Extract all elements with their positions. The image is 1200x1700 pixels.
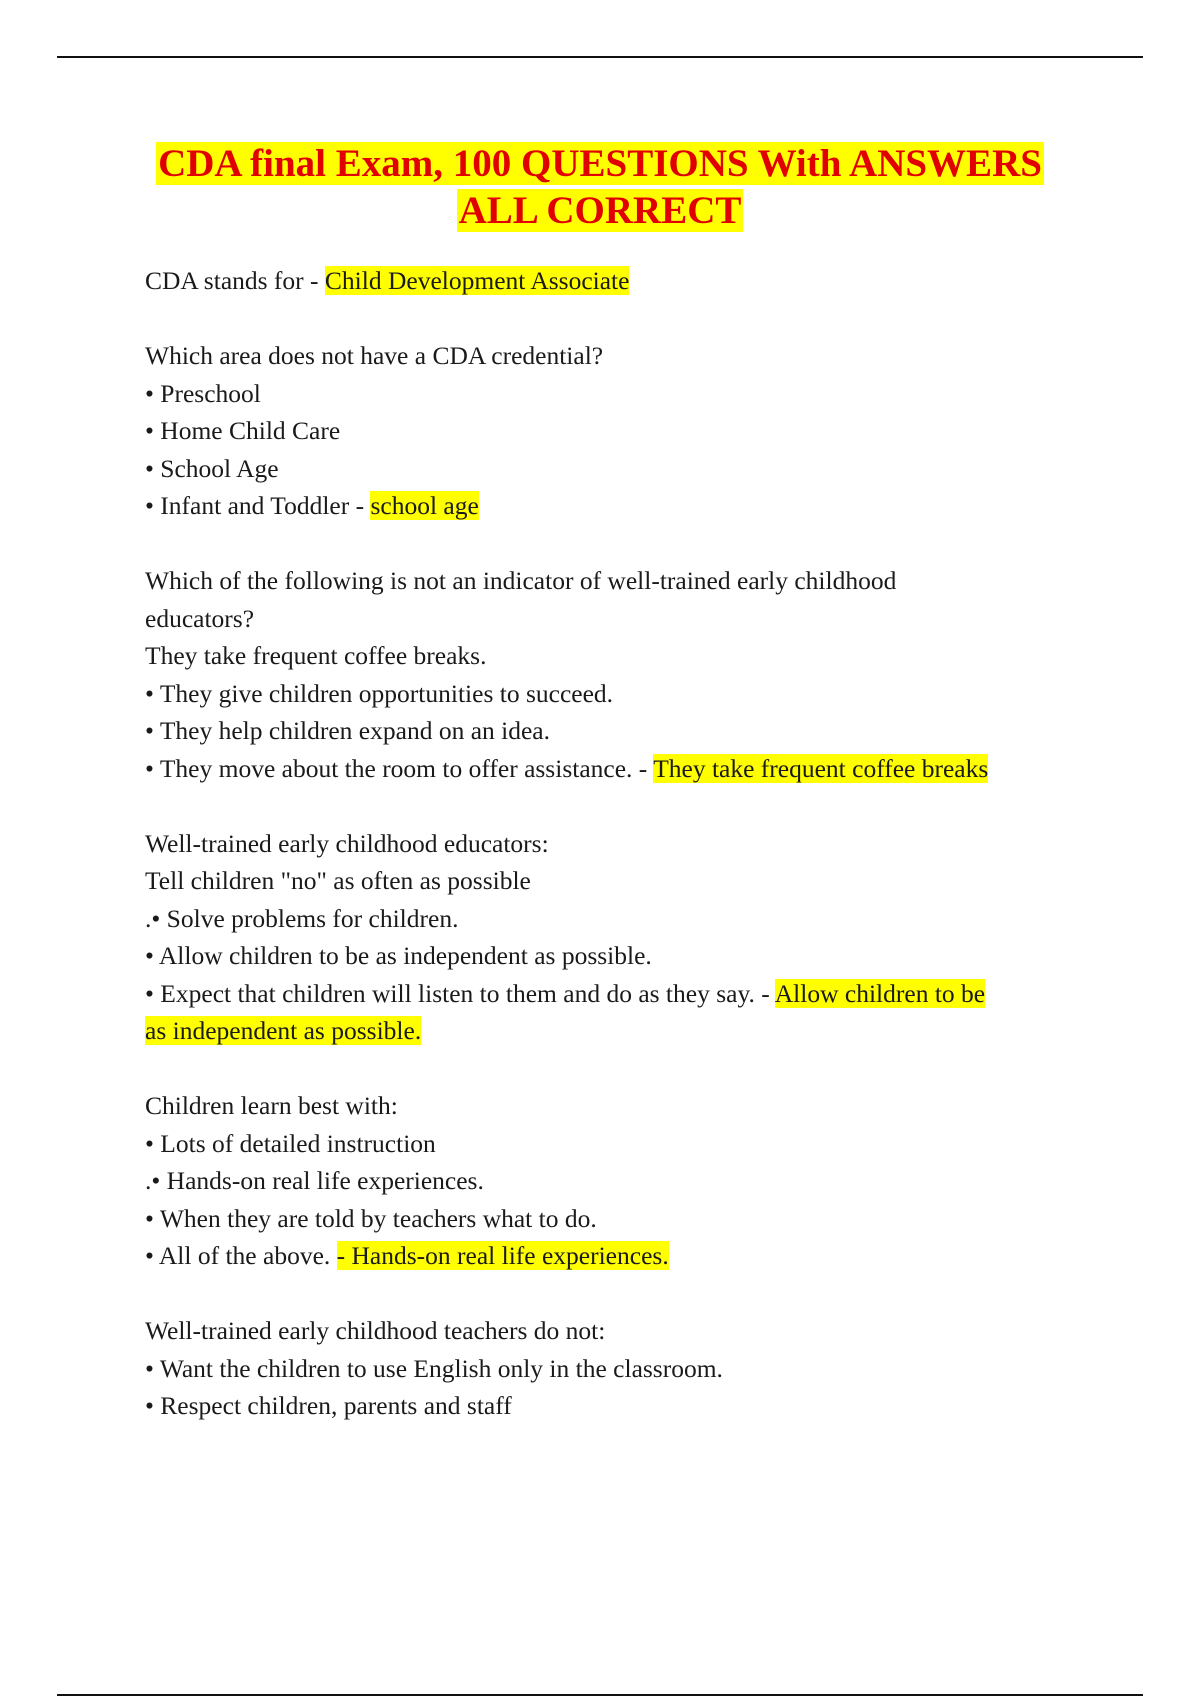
option: • Preschool [145, 378, 261, 408]
document-body [145, 262, 1095, 1425]
option: • They give children opportunities to succeed. [145, 678, 614, 708]
option-intro: Tell children "no" as often as possible [145, 866, 531, 895]
option: • Home Child Care [145, 416, 341, 445]
option: • Lots of detailed instruction [145, 1128, 436, 1158]
answer-highlight: Allow children to be [774, 978, 986, 1008]
question-2: Which area does not have a CDA credential? [145, 341, 604, 370]
title-line-1: CDA final Exam, 100 QUESTIONS With ANSWERS [158, 142, 1042, 185]
option-intro: They take frequent coffee breaks. [145, 641, 487, 670]
question-text: CDA stands for - [145, 266, 325, 295]
bottom-rule [57, 1694, 1143, 1696]
option: • Want the children to use English only in the classroom. [145, 1353, 723, 1383]
question-3: Which of the following is not an indicator of well-trained early childhood educators? [145, 566, 897, 633]
option: • They move about the room to offer assistance. - They take frequent coffee breaks [145, 753, 989, 783]
question-1 [145, 262, 1095, 300]
answer-highlight: They take frequent coffee breaks [653, 753, 989, 783]
answer-highlight: Child Development Associate [324, 266, 630, 295]
option: • Allow children to be as independent as possible. [145, 941, 652, 970]
question-4: Well-trained early childhood educators: [145, 828, 549, 858]
question-5: Children learn best with: [145, 1091, 398, 1120]
option: • When they are told by teachers what to do. [145, 1203, 597, 1233]
answer-highlight: - Hands-on real life experiences. [336, 1241, 669, 1270]
document-title [100, 140, 1100, 234]
option: • They help children expand on an idea. [145, 716, 550, 745]
option: • Respect children, parents and staff [145, 1391, 512, 1420]
answer-highlight: school age [370, 491, 479, 520]
top-rule [57, 56, 1143, 58]
option: • Infant and Toddler - school age [145, 491, 479, 520]
option: • School Age [145, 453, 279, 483]
option: • All of the above. - Hands-on real life experiences. [145, 1241, 669, 1270]
option: .• Hands-on real life experiences. [145, 1166, 484, 1195]
option: • Expect that children will listen to them and do as they say. - Allow children to be [145, 978, 986, 1008]
answer-continuation [145, 1012, 1095, 1050]
question-6: Well-trained early childhood teachers do not: [145, 1316, 606, 1345]
title-line-2: ALL CORRECT [458, 189, 742, 232]
answer-highlight: as independent as possible. [145, 1016, 422, 1045]
option: .• Solve problems for children. [145, 903, 459, 933]
